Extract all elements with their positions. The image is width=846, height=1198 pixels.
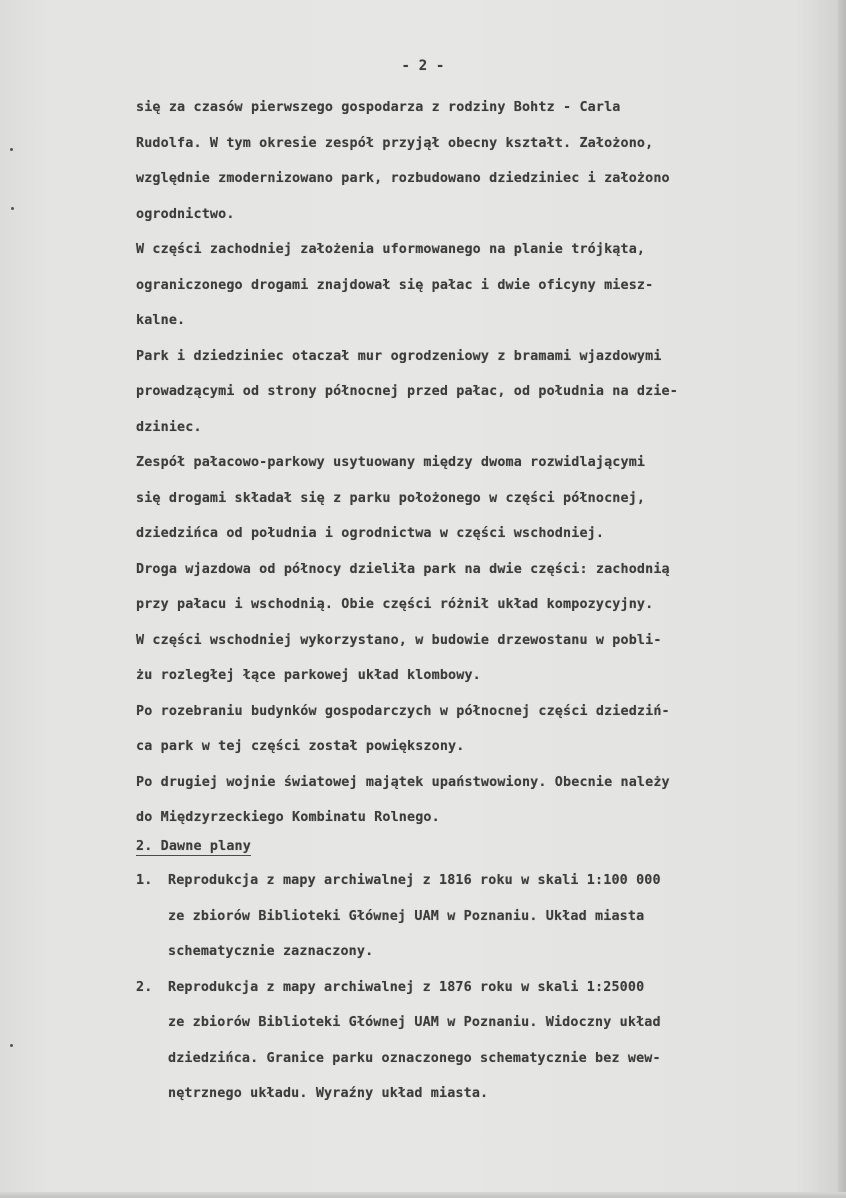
text-line: prowadzącymi od strony północnej przed pałac, od południa na dzie- bbox=[136, 384, 678, 399]
text-line: żu rozległej łące parkowej układ klombowy. bbox=[136, 668, 481, 683]
list-item bbox=[136, 977, 836, 1119]
section-heading: 2. Dawne plany bbox=[136, 839, 251, 854]
page-edge-shadow bbox=[838, 0, 846, 1198]
section-heading-row bbox=[136, 836, 836, 870]
list-item-text: dziedzińca. Granice parku oznaczonego schematycznie bez wew- bbox=[168, 1050, 661, 1066]
text-line: kalne. bbox=[136, 313, 186, 328]
list-item-number: 2. bbox=[136, 979, 153, 995]
list-item-text: ze zbiorów Biblioteki Głównej UAM w Poznaniu. Układ miasta bbox=[168, 908, 645, 924]
text-line: Po drugiej wojnie światowej majątek upaństwowiony. Obecnie należy bbox=[136, 774, 670, 790]
page-number: - 2 - bbox=[401, 58, 445, 74]
text-line: względnie zmodernizowano park, rozbudowano dziedziniec i założono bbox=[136, 171, 670, 186]
list-item-text: Reprodukcja z mapy archiwalnej z 1816 roku w skali 1:100 000 bbox=[168, 873, 661, 888]
text-line: ca park w tej części został powiększony. bbox=[136, 739, 465, 754]
list-item-text: schematycznie zaznaczony. bbox=[168, 944, 374, 959]
text-line: W części wschodniej wykorzystano, w budowie drzewostanu w pobli- bbox=[136, 632, 662, 648]
punch-mark bbox=[10, 1044, 13, 1047]
list-item-first-line bbox=[136, 977, 836, 1013]
body-paragraphs bbox=[136, 97, 836, 843]
text-line: dziedzińca od południa i ogrodnictwa w części wschodniej. bbox=[136, 526, 605, 541]
list-item bbox=[136, 870, 836, 977]
section-heading-block bbox=[136, 836, 836, 870]
text-line: Droga wjazdowa od północy dzieliła park na dwie części: zachodnią bbox=[136, 561, 670, 577]
text-line: się za czasów pierwszego gospodarza z rodziny Bohtz - Carla bbox=[136, 100, 621, 115]
punch-mark bbox=[10, 148, 13, 151]
text-line: ograniczonego drogami znajdował się pałac i dwie oficyny miesz- bbox=[136, 277, 654, 293]
text-line: przy pałacu i wschodnią. Obie części różnił układ kompozycyjny. bbox=[136, 597, 654, 612]
punch-mark bbox=[11, 207, 14, 210]
text-line: Rudolfa. W tym okresie zespół przyjął obecny kształt. Założono, bbox=[136, 135, 654, 151]
plans-list bbox=[136, 870, 836, 1119]
text-line: W części zachodniej założenia uformowanego na planie trójkąta, bbox=[136, 242, 646, 257]
text-line: Park i dziedziniec otaczał mur ogrodzeniowy z bramami wjazdowymi bbox=[136, 348, 662, 364]
text-line: Zespół pałacowo-parkowy usytuowany między dwoma rozwidlającymi bbox=[136, 455, 646, 470]
list-item-number: 1. bbox=[136, 873, 153, 888]
list-item-first-line bbox=[136, 870, 836, 906]
text-line: ogrodnictwo. bbox=[136, 206, 235, 222]
list-item-text: Reprodukcja z mapy archiwalnej z 1876 roku w skali 1:25000 bbox=[168, 979, 645, 995]
text-line: dziniec. bbox=[136, 419, 202, 435]
text-line: Po rozebraniu budynków gospodarczych w północnej części dziedziń- bbox=[136, 703, 670, 719]
page-bottom-shadow bbox=[0, 1192, 846, 1198]
text-line: do Międzyrzeckiego Kombinatu Rolnego. bbox=[136, 810, 440, 825]
list-item-text: ze zbiorów Biblioteki Głównej UAM w Poznaniu. Widoczny układ bbox=[168, 1015, 661, 1030]
text-line: się drogami składał się z parku położonego w części północnej, bbox=[136, 490, 646, 506]
list-item-text: nętrznego układu. Wyraźny układ miasta. bbox=[168, 1086, 489, 1101]
